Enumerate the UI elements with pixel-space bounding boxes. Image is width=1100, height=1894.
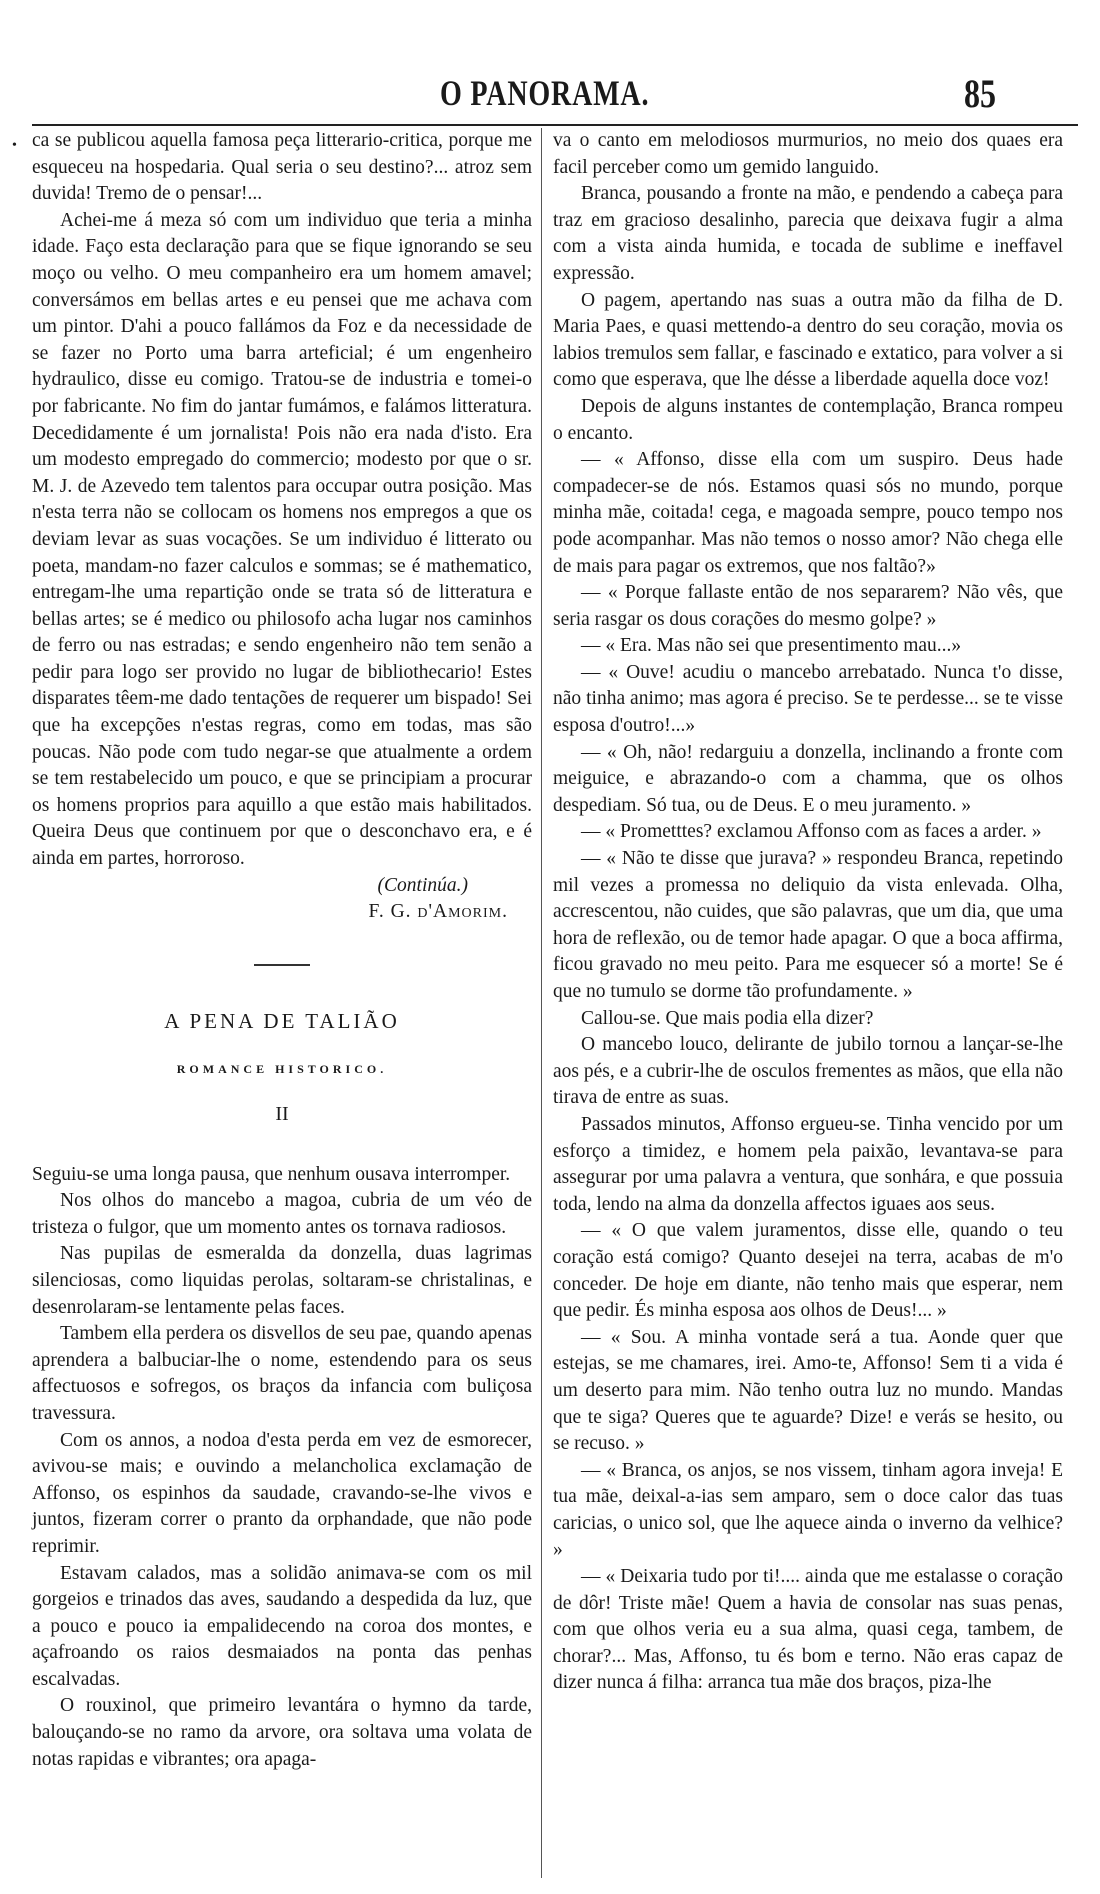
section-divider bbox=[254, 964, 310, 966]
paragraph: Passados minutos, Affonso ergueu-se. Tinha vencido por um esforço a timidez, e homem pela paixão, levantava-se para assegurar por uma palavra a ventura, que sonhára, e que possuia toda, lendo na alma da donzella affectos iguaes aos seus. bbox=[553, 1113, 1063, 1215]
paragraph: Nos olhos do mancebo a magoa, cubria de um véo de tristeza o fulgor, que um momento antes os tornava radiosos. bbox=[32, 1190, 532, 1238]
column-divider bbox=[541, 128, 542, 1878]
paragraph: O rouxinol, que primeiro levantára o hymno da tarde, balouçando-se no ramo da arvore, ora soltava uma volata de notas rapidas e vibrantes; ora apaga- bbox=[32, 1695, 532, 1770]
dialogue-paragraph: — « Porque fallaste então de nos separarem? Não vês, que seria rasgar os dous corações do mesmo golpe? » bbox=[553, 582, 1063, 630]
dialogue-paragraph: — « Deixaria tudo por ti!.... ainda que me estalasse o coração de dôr! Triste mãe! Quem a havia de consolar nas suas penas, com que olhos veria eu a sua alma, quasi cega, tambem, de chorar?... Mas, Affonso, tu és bom e terno. Não eras capaz de dizer nunca á filha: arranca tua mãe dos braços, piza-lhe bbox=[553, 1566, 1063, 1694]
story-subtitle: ROMANCE HISTORICO. bbox=[176, 1062, 388, 1077]
dialogue-paragraph: — « Oh, não! redarguiu a donzella, inclinando a fronte com meiguice, e abrazando-o com a chamma, que os olhos despediam. Só tua, ou de Deus. E o meu juramento. » bbox=[553, 741, 1063, 816]
dialogue-paragraph: — « Affonso, disse ella com um suspiro. Deus hade compadecer-se de nós. Estamos quasi sós no mundo, porque minha mãe, coitada! cega, e magoada sempre, pouco tempo nos pode acompanhar. Mas não temos o nosso amor? Não chega elle de mais para pagar os extremos, que nos faltão?» bbox=[553, 449, 1063, 577]
dialogue-paragraph: — « Sou. A minha vontade será a tua. Aonde quer que estejas, se me chamares, irei. Amo-te, Affonso! Sem ti a vida é um deserto para mim. Não tenho outra luz no mundo. Mandas que te siga? Queres que te aguarde? Dize! e verás se hesito, ou se recuso. » bbox=[553, 1326, 1063, 1455]
paragraph: O pagem, apertando nas suas a outra mão da filha de D. Maria Paes, e quasi mettendo-a dentro do seu coração, movia os labios tremulos sem fallar, e fascinado e extatico, para volver a si como que esperava, que lhe désse a liberdade aquella doce voz! bbox=[553, 289, 1063, 391]
journal-title: O PANORAMA. bbox=[440, 73, 650, 113]
paragraph: Nas pupilas de esmeralda da donzella, duas lagrimas silenciosas, como liquidas perolas, soltaram-se christalinas, e desenrolaram-se lentamente pelas faces. bbox=[32, 1243, 532, 1318]
dialogue-paragraph: — « Prometttes? exclamou Affonso com as faces a arder. » bbox=[581, 821, 1042, 843]
paragraph: va o canto em melodiosos murmurios, no meio dos quaes era facil perceber como um gemido languido. bbox=[553, 130, 1063, 178]
paragraph: Branca, pousando a fronte na mão, e pendendo a cabeça para traz em gracioso desalinho, parecia que deixava fugir a alma com a vista ainda humida, e tocada de sublime e ineffavel expressão. bbox=[553, 183, 1063, 284]
header-rule bbox=[32, 124, 1078, 126]
dialogue-paragraph: — « Ouve! acudiu o mancebo arrebatado. Nunca t'o disse, não tinha animo; mas agora é preciso. Se te perdesse... se te visse esposa d'outro!...» bbox=[553, 661, 1063, 737]
margin-dot: • bbox=[12, 138, 17, 153]
continua-note: (Continúa.) bbox=[377, 874, 468, 896]
page-number: 85 bbox=[964, 71, 996, 116]
story-title: A PENA DE TALIÃO bbox=[164, 1008, 400, 1033]
paragraph: Estavam calados, mas a solidão animava-se com os mil gorgeios e trinados das aves, saudando a despedida da luz, que a pouco e pouco ia empalidecendo na coroa dos montes, e açafroando os raios desmaiados na ponta das penhas escalvadas. bbox=[32, 1562, 532, 1690]
right-column bbox=[553, 128, 1063, 1697]
paragraph: Com os annos, a nodoa d'esta perda em vez de esmorecer, avivou-se mais; e ouvindo a melancholica exclamação de Affonso, os espinhos da saudade, cravando-se-lhe vivos e juntos, fizeram correr o pranto da orphandade, que não pode reprimir. bbox=[32, 1429, 532, 1557]
dialogue-paragraph: — « Branca, os anjos, se nos vissem, tinham agora inveja! E tua mãe, deixal-a-ias sem amparo, sem o doce calor das tuas caricias, o unico sol, que lhe aquece ainda o inverno da velhice? » bbox=[553, 1459, 1063, 1561]
paragraph: Callou-se. Que mais podia ella dizer? bbox=[581, 1007, 874, 1029]
paragraph: Seguiu-se uma longa pausa, que nenhum ousava interromper. bbox=[32, 1163, 511, 1185]
dialogue-paragraph: — « Era. Mas não sei que presentimento mau...» bbox=[581, 635, 962, 657]
dialogue-paragraph: — « Não te disse que jurava? » respondeu Branca, repetindo mil vezes a promessa no deliquio da vista enlevada. Olha, accrescentou, não cuides, que são palavras, que um dia, que uma hora de reflexão, ou de temor hade apagar. O que a boca affirma, ficou gravado no meu peito. Para me esquecer só a morte! Se é que no tumulo se dorme tão profundamente. » bbox=[553, 848, 1063, 1002]
dialogue-paragraph: — « O que valem juramentos, disse elle, quando o teu coração está comigo? Quanto desejei na terra, acabas de m'o conceder. De hoje em diante, não tenho mais que esperar, nem que pedir. És minha esposa aos olhos de Deus!... » bbox=[553, 1220, 1063, 1322]
paragraph: O mancebo louco, delirante de jubilo tornou a lançar-se-lhe aos pés, e a cubrir-lhe de osculos frementes as mãos, que ella não tirava de entre as suas. bbox=[553, 1034, 1063, 1109]
page-header bbox=[0, 72, 1100, 122]
left-column bbox=[32, 128, 532, 1773]
author-signature: F. G. d'Amorim. bbox=[368, 901, 508, 923]
chapter-number: II bbox=[275, 1103, 289, 1125]
paragraph: Achei-me á meza só com um individuo que teria a minha idade. Faço esta declaração para que se fique ignorando se seu moço ou velho. O meu companheiro era um homem amavel; conversámos em bellas artes e eu pensei que me achava com um pintor. D'ahi a pouco fallámos da Foz e da necessidade de se fazer no Porto uma barra arteficial; é um engenheiro hydraulico, disse eu comigo. Tratou-se de industria e tomei-o por fabricante. No fim do jantar fumámos, e falámos litteratura. Decedidamente é um jornalista! Pois não era nada d'isto. Era um modesto empregado do commercio; modesto por que o sr. M. J. de Azevedo tem talentos para occupar outra posição. Mas n'esta terra não se collocam os homens nos empregos a que os deviam levar as suas vocações. Se um individuo é litterato ou poeta, mandam-no fazer calculos e sommas; se é mathematico, entregam-lhe uma repartição onde se trata só de litteratura e bellas artes; se é medico ou philosofo acha lugar nos caminhos de ferro ou nas estradas; e sendo engenheiro não tem senão a pedir para logo ser provido no lugar de bibliothecario! Estes disparates têem-me dado tentações de requerer um bispado! Sei que ha excepções n'estas regras, como em todas, mas são poucas. Não pode com tudo negar-se que atualmente a ordem se tem restabelecido um pouco, e que se principiam a procurar os homens proprios para aquillo a que estão mais habilitados. Queira Deus que continuem por que o desconchavo era, e é ainda em partes, horroroso. bbox=[32, 209, 532, 870]
paragraph: Depois de alguns instantes de contemplação, Branca rompeu o encanto. bbox=[553, 395, 1063, 444]
paragraph: ca se publicou aquella famosa peça litterario-critica, porque me esqueceu na hospedaria. Qual seria o seu destino?... atroz sem duvida! Tremo de o pensar!... bbox=[32, 130, 532, 205]
paragraph: Tambem ella perdera os disvellos de seu pae, quando apenas aprendera a balbuciar-lhe o nome, estendendo para os seus affectuosos e sofregos, os braços da infancia com buliçosa travessura. bbox=[32, 1323, 532, 1424]
